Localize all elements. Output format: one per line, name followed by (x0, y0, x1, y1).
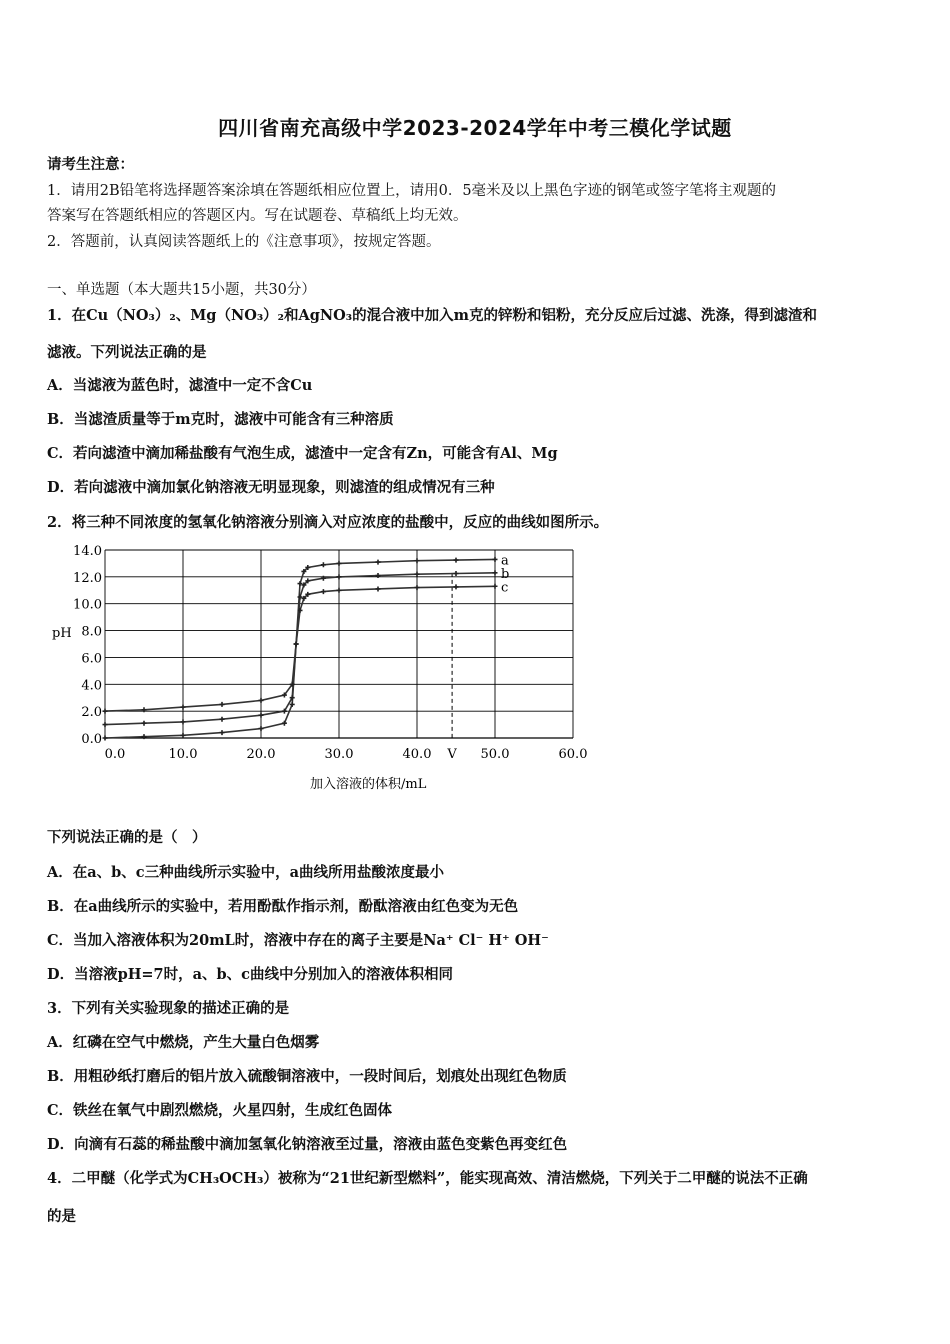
q1-stem-b: 滤液。下列说法正确的是 (47, 344, 207, 361)
data-point-a (181, 733, 186, 738)
data-point-c (415, 585, 420, 590)
notice-heading: 请考生注意： (47, 156, 134, 173)
q4-stem-a: 4．二甲醚（化学式为CH₃OCH₃）被称为“21世纪新型燃料”，能实现高效、清洁燃烧，下列关于二甲醚的说法不正确 (47, 1170, 808, 1187)
data-point-c (321, 589, 326, 594)
x-tick-label: 0.0 (104, 747, 126, 762)
data-point-a (103, 736, 108, 741)
data-point-a (282, 721, 287, 726)
q2-stem: 2．将三种不同浓度的氢氧化钠溶液分别滴入对应浓度的盐酸中，反应的曲线如图所示。 (47, 514, 609, 531)
data-point-a (290, 702, 295, 707)
data-point-c (454, 584, 459, 589)
data-point-b (454, 571, 459, 576)
data-point-c (337, 588, 342, 593)
data-point-a (493, 557, 498, 562)
q3-option-a: A．红磷在空气中燃烧，产生大量白色烟雾 (47, 1034, 320, 1051)
q1-option-c: C．若向滤渣中滴加稀盐酸有气泡生成，滤渣中一定含有Zn，可能含有Al、Mg (47, 445, 558, 462)
data-point-a (259, 726, 264, 731)
ph-titration-chart (40, 536, 610, 796)
data-point-c (259, 698, 264, 703)
data-point-c (220, 702, 225, 707)
q1-option-a: A．当滤液为蓝色时，滤渣中一定不含Cu (47, 377, 313, 394)
data-point-a (321, 562, 326, 567)
q3-stem: 3．下列有关实验现象的描述正确的是 (47, 1000, 290, 1017)
q3-option-b: B．用粗砂纸打磨后的铝片放入硫酸铜溶液中，一段时间后，划痕处出现红色物质 (47, 1068, 567, 1085)
data-point-b (259, 713, 264, 718)
q2-option-d: D．当溶液pH=7时，a、b、c曲线中分别加入的溶液体积相同 (47, 966, 454, 983)
data-point-a (415, 558, 420, 563)
q2-option-a: A．在a、b、c三种曲线所示实验中，a曲线所用盐酸浓度最小 (47, 864, 445, 881)
y-tick-label: 2.0 (81, 705, 102, 721)
q1-option-d: D．若向滤液中滴加氯化钠溶液无明显现象，则滤渣的组成情况有三种 (47, 479, 495, 496)
q1-option-b: B．当滤渣质量等于m克时，滤液中可能含有三种溶质 (47, 411, 394, 428)
q3-option-c: C．铁丝在氧气中剧烈燃烧，火星四射，生成红色固体 (47, 1102, 393, 1119)
data-point-b (415, 572, 420, 577)
series-label-c: c (501, 580, 509, 596)
q2-prompt: 下列说法正确的是（ ） (47, 829, 207, 846)
y-tick-label: 8.0 (81, 624, 102, 640)
data-point-a (220, 730, 225, 735)
q4-stem-b: 的是 (47, 1208, 76, 1225)
x-tick-label: 20.0 (246, 747, 276, 762)
y-axis-label: pH (52, 626, 72, 641)
data-point-b (220, 717, 225, 722)
y-tick-label: 14.0 (73, 544, 102, 559)
y-tick-label: 4.0 (81, 678, 102, 694)
x-tick-label: 50.0 (480, 747, 510, 762)
q1-stem-a: 1．在Cu（NO₃）₂、Mg（NO₃）₂和AgNO₃的混合液中加入m克的锌粉和铝粉，充分反应后过滤、洗涤，得到滤渣和 (47, 307, 817, 324)
data-point-a (376, 560, 381, 565)
data-point-b (181, 719, 186, 724)
notice-line-1a: 1．请用2B铅笔将选择题答案涂填在答题纸相应位置上，请用0．5毫米及以上黑色字迹的钢笔或签字笔将主观题的 (47, 183, 777, 199)
q2-option-c: C．当加入溶液体积为20mL时，溶液中存在的离子主要是Na⁺ Cl⁻ H⁺ OH⁻ (47, 932, 549, 949)
data-point-b (493, 570, 498, 575)
data-point-c (103, 709, 108, 714)
data-point-b (337, 574, 342, 579)
notice-line-2: 2．答题前，认真阅读答题纸上的《注意事项》，按规定答题。 (47, 234, 441, 250)
y-tick-label: 0.0 (81, 732, 102, 747)
series-label-a: a (501, 553, 509, 569)
section-heading: 一、单选题（本大题共15小题，共30分） (47, 282, 316, 298)
data-point-a (454, 558, 459, 563)
x-tick-label: 30.0 (324, 747, 354, 762)
data-point-c (181, 705, 186, 710)
y-tick-label: 12.0 (73, 570, 102, 586)
data-point-c (294, 642, 299, 647)
y-tick-label: 6.0 (81, 651, 102, 667)
page-title: 四川省南充高级中学2023-2024学年中考三模化学试题 (218, 116, 732, 140)
chart-series (103, 553, 510, 740)
notice-line-1b: 答案写在答题纸相应的答题区内。写在试题卷、草稿纸上均无效。 (47, 208, 468, 224)
x-tick-label: V (447, 747, 457, 762)
x-tick-label: 10.0 (168, 747, 198, 762)
y-tick-label: 10.0 (73, 597, 102, 613)
data-point-b (103, 722, 108, 727)
x-axis-label: 加入溶液的体积/mL (310, 777, 427, 792)
data-point-c (376, 586, 381, 591)
x-tick-label: 60.0 (558, 747, 588, 762)
data-point-c (493, 584, 498, 589)
x-tick-label: 40.0 (402, 747, 432, 762)
data-point-a (337, 561, 342, 566)
q2-option-b: B．在a曲线所示的实验中，若用酚酞作指示剂，酚酞溶液由红色变为无色 (47, 898, 519, 915)
data-point-b (142, 721, 147, 726)
q3-option-d: D．向滴有石蕊的稀盐酸中滴加氢氧化钠溶液至过量，溶液由蓝色变紫色再变红色 (47, 1136, 568, 1153)
series-label-b: b (501, 566, 510, 582)
